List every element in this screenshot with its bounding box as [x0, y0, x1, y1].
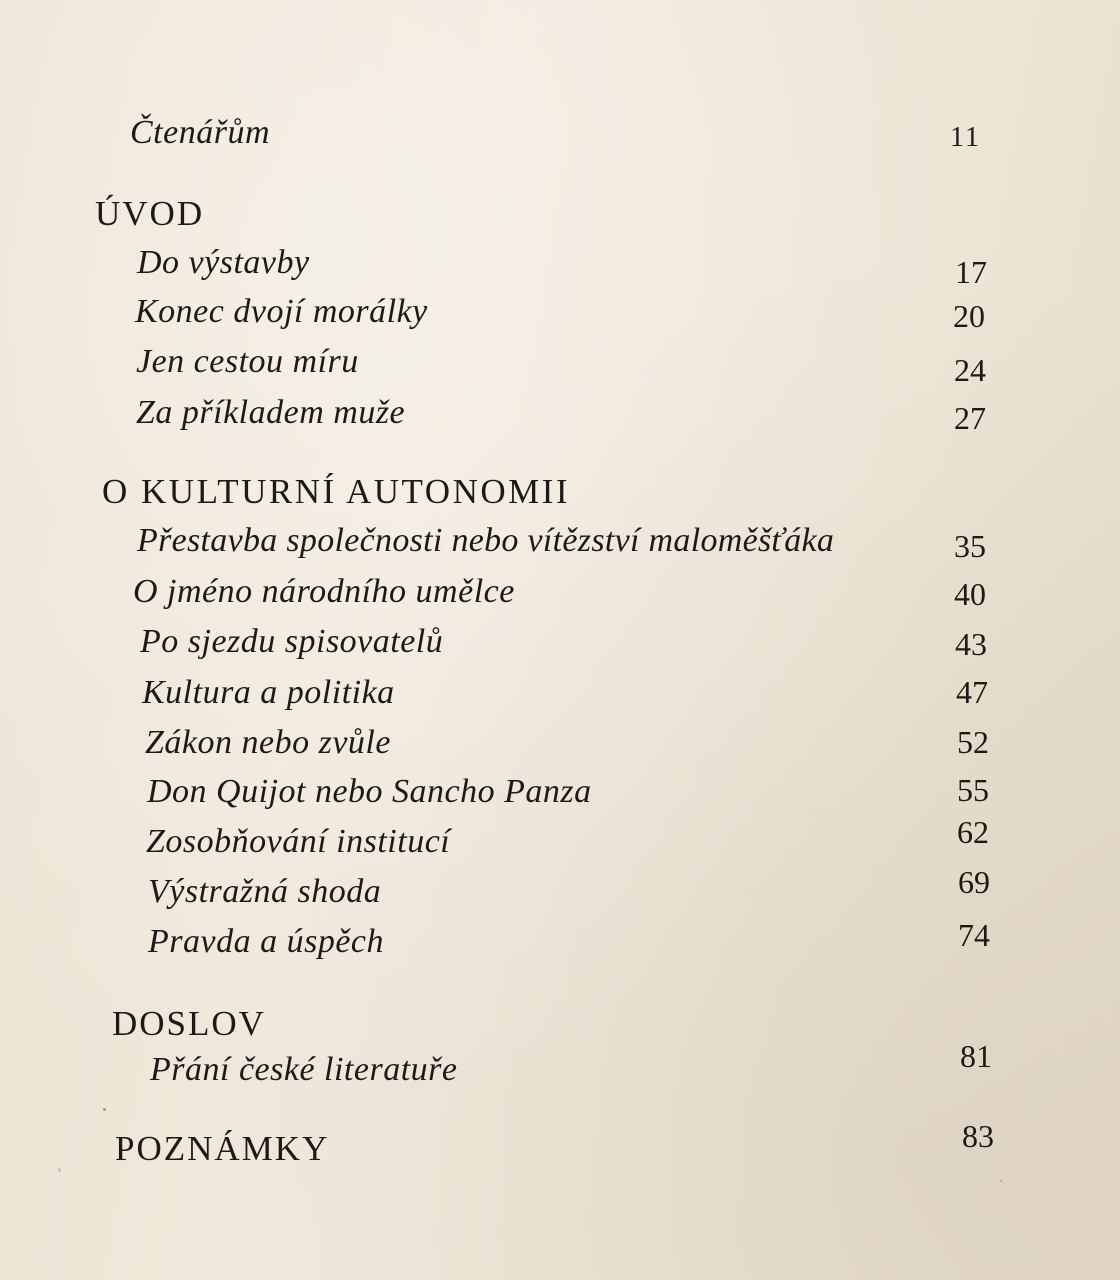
- toc-entry-page: 17: [955, 254, 987, 290]
- toc-entry-page: 43: [955, 626, 987, 662]
- toc-entry-title: Don Quijot nebo Sancho Panza: [147, 773, 592, 810]
- toc-entry-page: 81: [960, 1038, 992, 1074]
- toc-entry-title: Přání české literatuře: [150, 1051, 458, 1088]
- toc-entry-title: Zosobňování institucí: [146, 823, 451, 860]
- toc-section-heading: POZNÁMKY: [115, 1129, 330, 1168]
- paper-speck: [1000, 1180, 1002, 1182]
- toc-entry-title: Za příkladem muže: [136, 394, 406, 431]
- toc-entry-title: O jméno národního umělce: [133, 573, 515, 610]
- toc-entry-title: Kultura a politika: [142, 674, 395, 711]
- toc-entry-page: 40: [954, 576, 986, 612]
- toc-entry-page: 69: [958, 864, 990, 900]
- toc-entry-page: 74: [958, 917, 990, 953]
- toc-entry-page: 27: [954, 400, 986, 436]
- toc-entry-page: 35: [954, 528, 986, 564]
- toc-entry-title: Po sjezdu spisovatelů: [140, 623, 444, 660]
- toc-entry-title: Čtenářům: [130, 114, 270, 151]
- toc-entry-page: 52: [957, 724, 989, 760]
- toc-entry-page: 11: [950, 122, 981, 153]
- toc-entry-title: Výstražná shoda: [148, 873, 382, 910]
- toc-entry-page: 24: [954, 352, 986, 388]
- toc-entry-title: Zákon nebo zvůle: [145, 724, 391, 761]
- toc-entry-title: Do výstavby: [137, 244, 310, 281]
- toc-entry-title: Jen cestou míru: [136, 343, 359, 380]
- toc-entry-page: 20: [953, 298, 985, 334]
- paper-speck: [103, 1108, 106, 1111]
- toc-entry-title: Přestavba společnosti nebo vítězství maloměšťáka: [137, 522, 835, 559]
- toc-entry-page: 62: [957, 814, 989, 850]
- toc-section-heading: O KULTURNÍ AUTONOMII: [102, 472, 571, 511]
- toc-entry-page: 83: [962, 1118, 994, 1154]
- toc-entry-page: 47: [956, 674, 988, 710]
- toc-entry-page: 55: [957, 772, 989, 808]
- toc-section-heading: ÚVOD: [95, 194, 205, 233]
- toc-section-heading: DOSLOV: [112, 1004, 266, 1043]
- paper-speck: [58, 1168, 61, 1172]
- toc-entry-title: Konec dvojí morálky: [135, 293, 428, 330]
- toc-entry-title: Pravda a úspěch: [148, 923, 385, 960]
